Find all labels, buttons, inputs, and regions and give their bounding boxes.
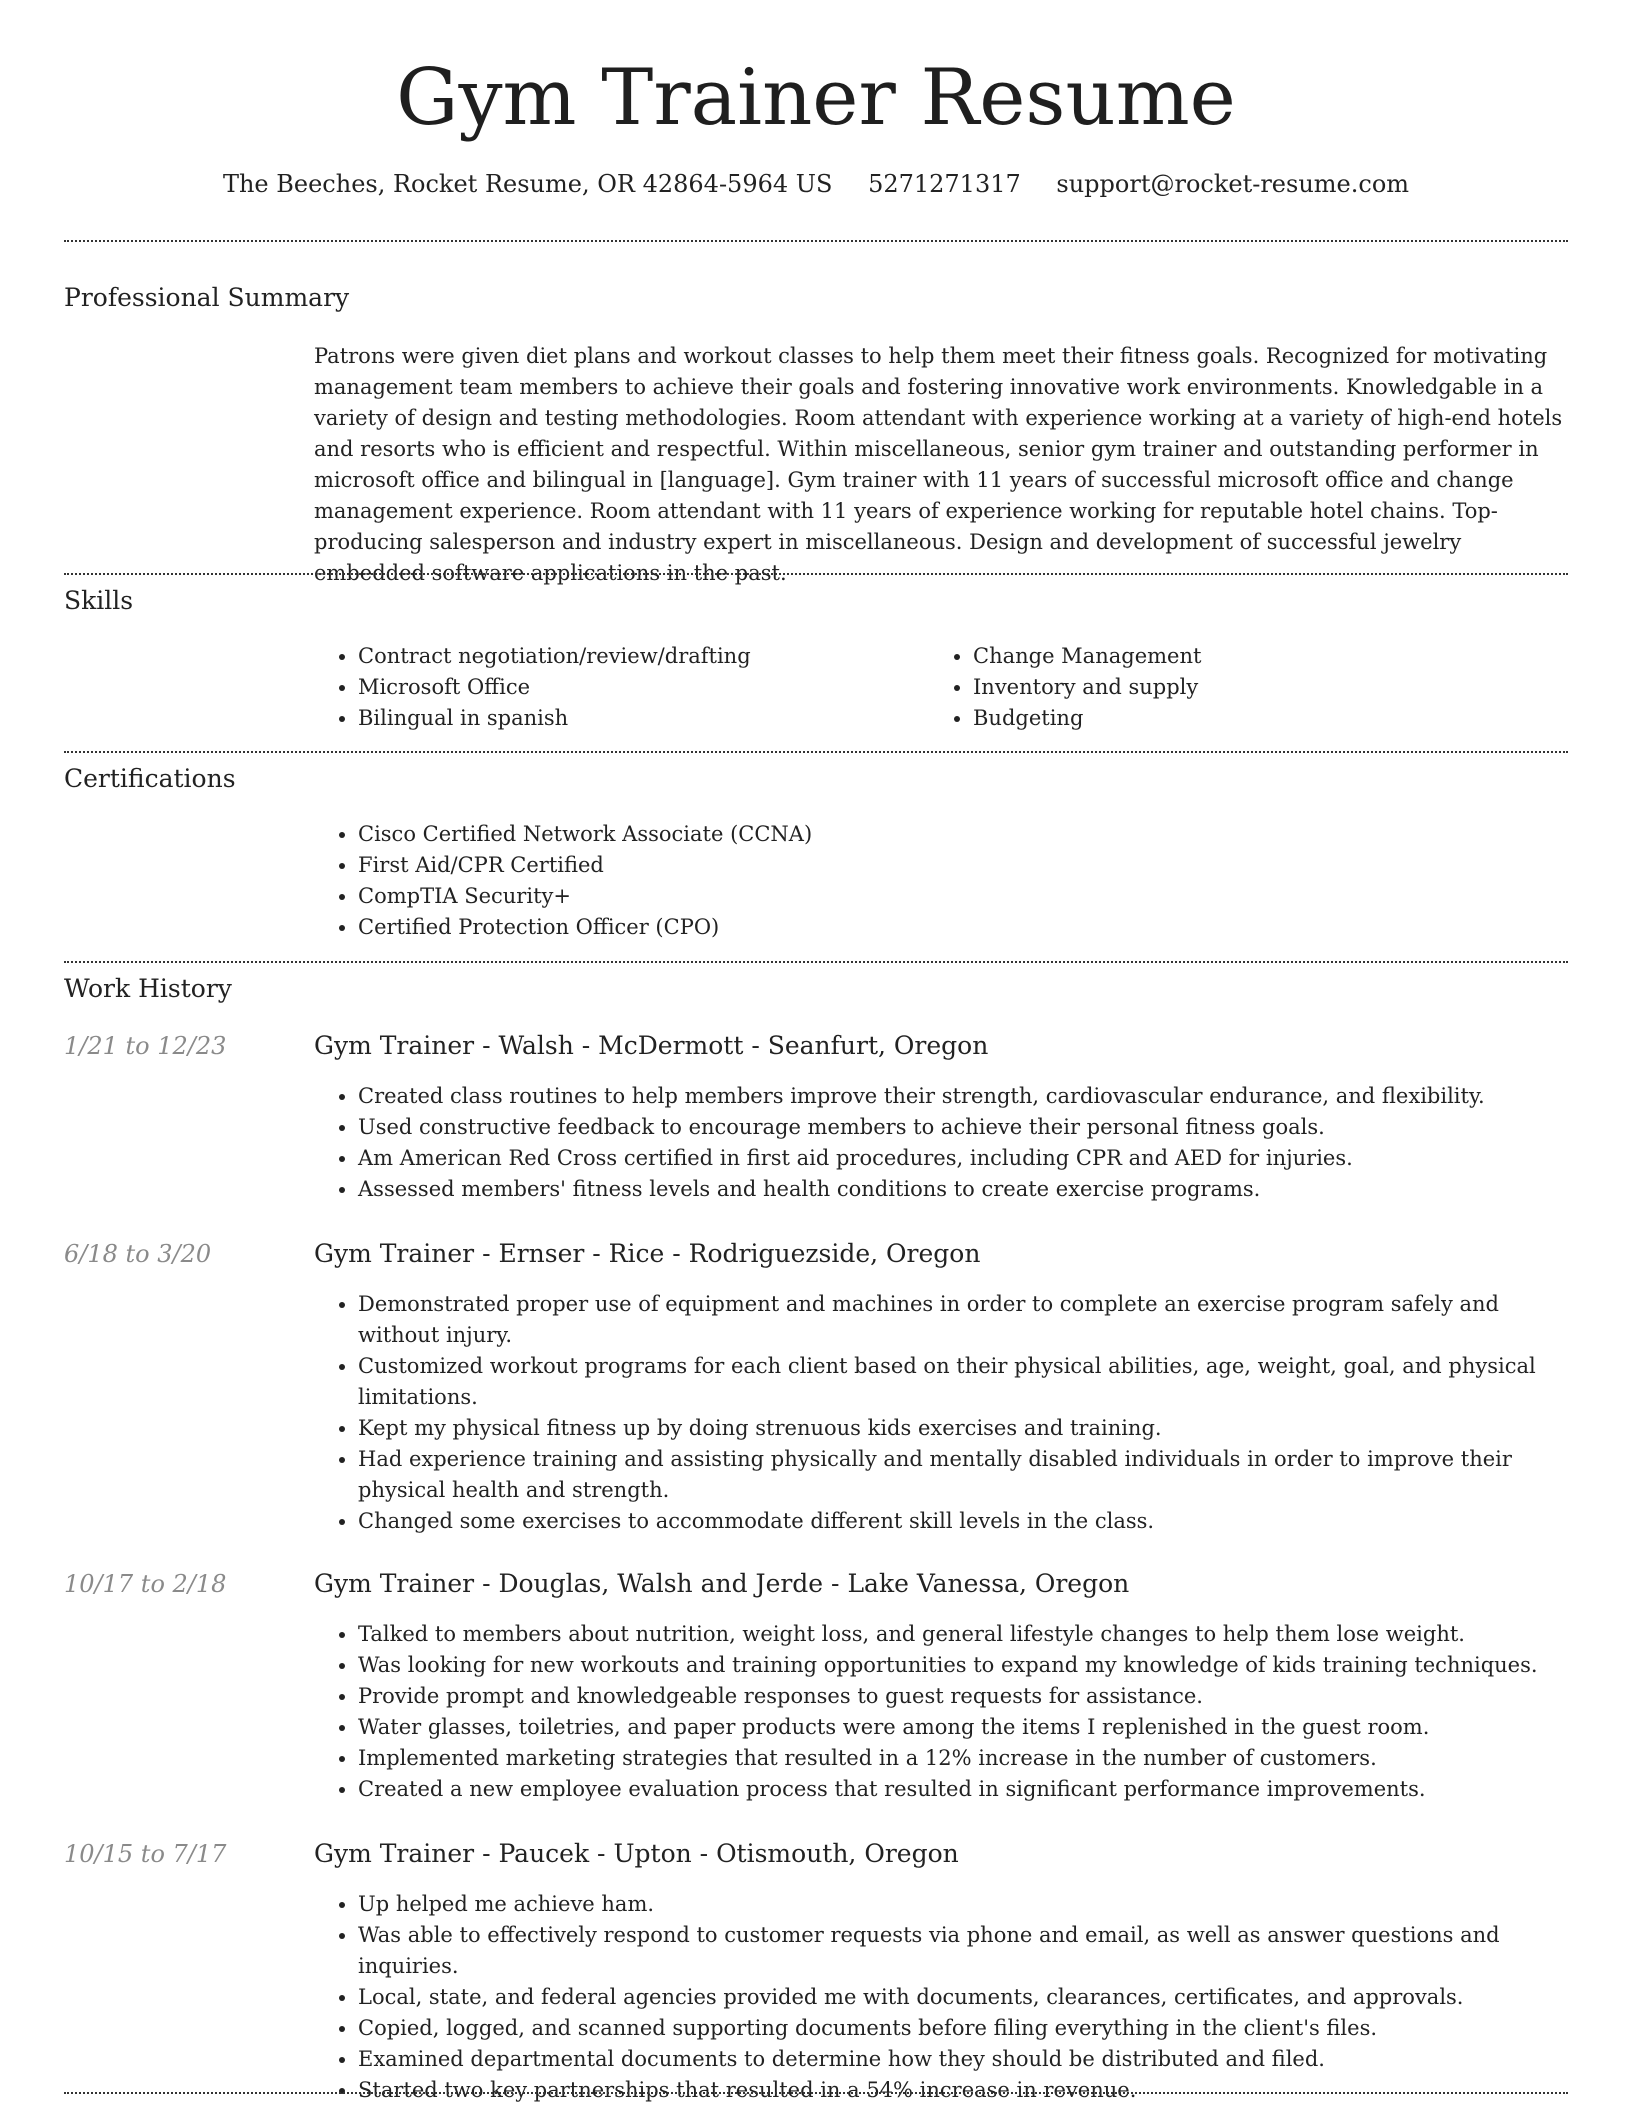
certification-item: • First Aid/CPR Certified (358, 850, 1564, 881)
job-bullet: • Was able to effectively respond to customer requests via phone and email, as well as answer questions and inquiries. (358, 1920, 1570, 1982)
job-bullet: • Implemented marketing strategies that resulted in a 12% increase in the number of customers. (358, 1743, 1570, 1774)
contact-line (0, 170, 1632, 198)
job-bullet: • Changed some exercises to accommodate different skill levels in the class. (358, 1506, 1570, 1537)
job-date: 10/15 to 7/17 (64, 1840, 227, 1868)
job-bullets (314, 1619, 1570, 1805)
job-bullets (314, 1289, 1570, 1537)
certifications-list (314, 819, 1564, 943)
job-bullet: • Was looking for new workouts and training opportunities to expand my knowledge of kids training techniques. (358, 1650, 1570, 1681)
job-bullet: • Talked to members about nutrition, weight loss, and general lifestyle changes to help them lose weight. (358, 1619, 1570, 1650)
page-title: Gym Trainer Resume (396, 53, 1236, 143)
job-bullets (314, 1889, 1570, 2106)
job-bullet: • Copied, logged, and scanned supporting documents before filing everything in the client's files. (358, 2013, 1570, 2044)
divider (64, 751, 1568, 753)
divider (64, 240, 1568, 242)
job-bullet: • Kept my physical fitness up by doing strenuous kids exercises and training. (358, 1413, 1570, 1444)
section-heading-work-history: Work History (64, 974, 232, 1003)
job-title: Gym Trainer - Ernser - Rice - Rodriguezside, Oregon (314, 1239, 981, 1268)
job-bullet: • Provide prompt and knowledgeable responses to guest requests for assistance. (358, 1681, 1570, 1712)
job-date: 1/21 to 12/23 (64, 1032, 227, 1060)
job-bullet: • Water glasses, toiletries, and paper products were among the items I replenished in the guest room. (358, 1712, 1570, 1743)
job-bullet: • Used constructive feedback to encourage members to achieve their personal fitness goals. (358, 1112, 1570, 1143)
certification-item: • Certified Protection Officer (CPO) (358, 912, 1564, 943)
certification-item: • CompTIA Security+ (358, 881, 1564, 912)
skill-item: • Inventory and supply (973, 672, 1529, 703)
skill-item: • Budgeting (973, 703, 1529, 734)
divider (64, 573, 1568, 575)
job-bullet: • Created a new employee evaluation process that resulted in significant performance improvements. (358, 1774, 1570, 1805)
job-bullets (314, 1081, 1570, 1205)
skill-item: • Contract negotiation/review/drafting (358, 641, 914, 672)
job-title: Gym Trainer - Paucek - Upton - Otismouth, Oregon (314, 1839, 959, 1868)
job-bullet: • Up helped me achieve ham. (358, 1889, 1570, 1920)
skills-right-column (929, 641, 1529, 734)
section-heading-skills: Skills (64, 586, 134, 615)
certification-item: • Cisco Certified Network Associate (CCNA) (358, 819, 1564, 850)
contact-phone: 5271271317 (868, 170, 1021, 198)
skills-left-column (314, 641, 914, 734)
skill-item: • Change Management (973, 641, 1529, 672)
job-bullet: • Created class routines to help members improve their strength, cardiovascular endurance, and flexibility. (358, 1081, 1570, 1112)
divider (64, 2092, 1568, 2094)
contact-email: support@rocket-resume.com (1056, 170, 1410, 198)
job-title: Gym Trainer - Walsh - McDermott - Seanfurt, Oregon (314, 1031, 989, 1060)
job-bullet: • Local, state, and federal agencies provided me with documents, clearances, certificates, and approvals. (358, 1982, 1570, 2013)
job-bullet: • Had experience training and assisting physically and mentally disabled individuals in order to improve their physical health and strength. (358, 1444, 1570, 1506)
job-bullet: • Demonstrated proper use of equipment and machines in order to complete an exercise program safely and without injury. (358, 1289, 1570, 1351)
skill-item: • Bilingual in spanish (358, 703, 914, 734)
job-bullet: • Customized workout programs for each client based on their physical abilities, age, weight, goal, and physical limitations. (358, 1351, 1570, 1413)
job-bullet: • Started two key partnerships that resulted in a 54% increase in revenue. (358, 2075, 1570, 2106)
job-bullet: • Examined departmental documents to determine how they should be distributed and filed. (358, 2044, 1570, 2075)
job-bullet: • Am American Red Cross certified in first aid procedures, including CPR and AED for injuries. (358, 1143, 1570, 1174)
job-title: Gym Trainer - Douglas, Walsh and Jerde - Lake Vanessa, Oregon (314, 1569, 1130, 1598)
section-heading-summary: Professional Summary (64, 283, 350, 312)
job-bullet: • Assessed members' fitness levels and health conditions to create exercise programs. (358, 1174, 1570, 1205)
section-heading-certifications: Certifications (64, 764, 236, 793)
job-date: 10/17 to 2/18 (64, 1570, 227, 1598)
contact-address: The Beeches, Rocket Resume, OR 42864-5964 US (222, 170, 833, 198)
divider (64, 961, 1568, 963)
job-date: 6/18 to 3/20 (64, 1240, 212, 1268)
summary-text: Patrons were given diet plans and workout classes to help them meet their fitness goals. Recognized for motivating management team members to achieve their goals and fostering innovative work environments. Knowledgable in a variety of design and testing methodologies. Room attendant with experience working at a variety of high-end hotels and resorts who is efficient and respectful. Within miscellaneous, senior gym trainer and outstanding performer in microsoft office and bilingual in [language]. Gym trainer with 11 years of successful microsoft office and change management experience. Room attendant with 11 years of experience working for reputable hotel chains. Top-producing salesperson and industry expert in miscellaneous. Design and development of successful jewelry embedded software applications in the past. (314, 344, 1563, 585)
skill-item: • Microsoft Office (358, 672, 914, 703)
